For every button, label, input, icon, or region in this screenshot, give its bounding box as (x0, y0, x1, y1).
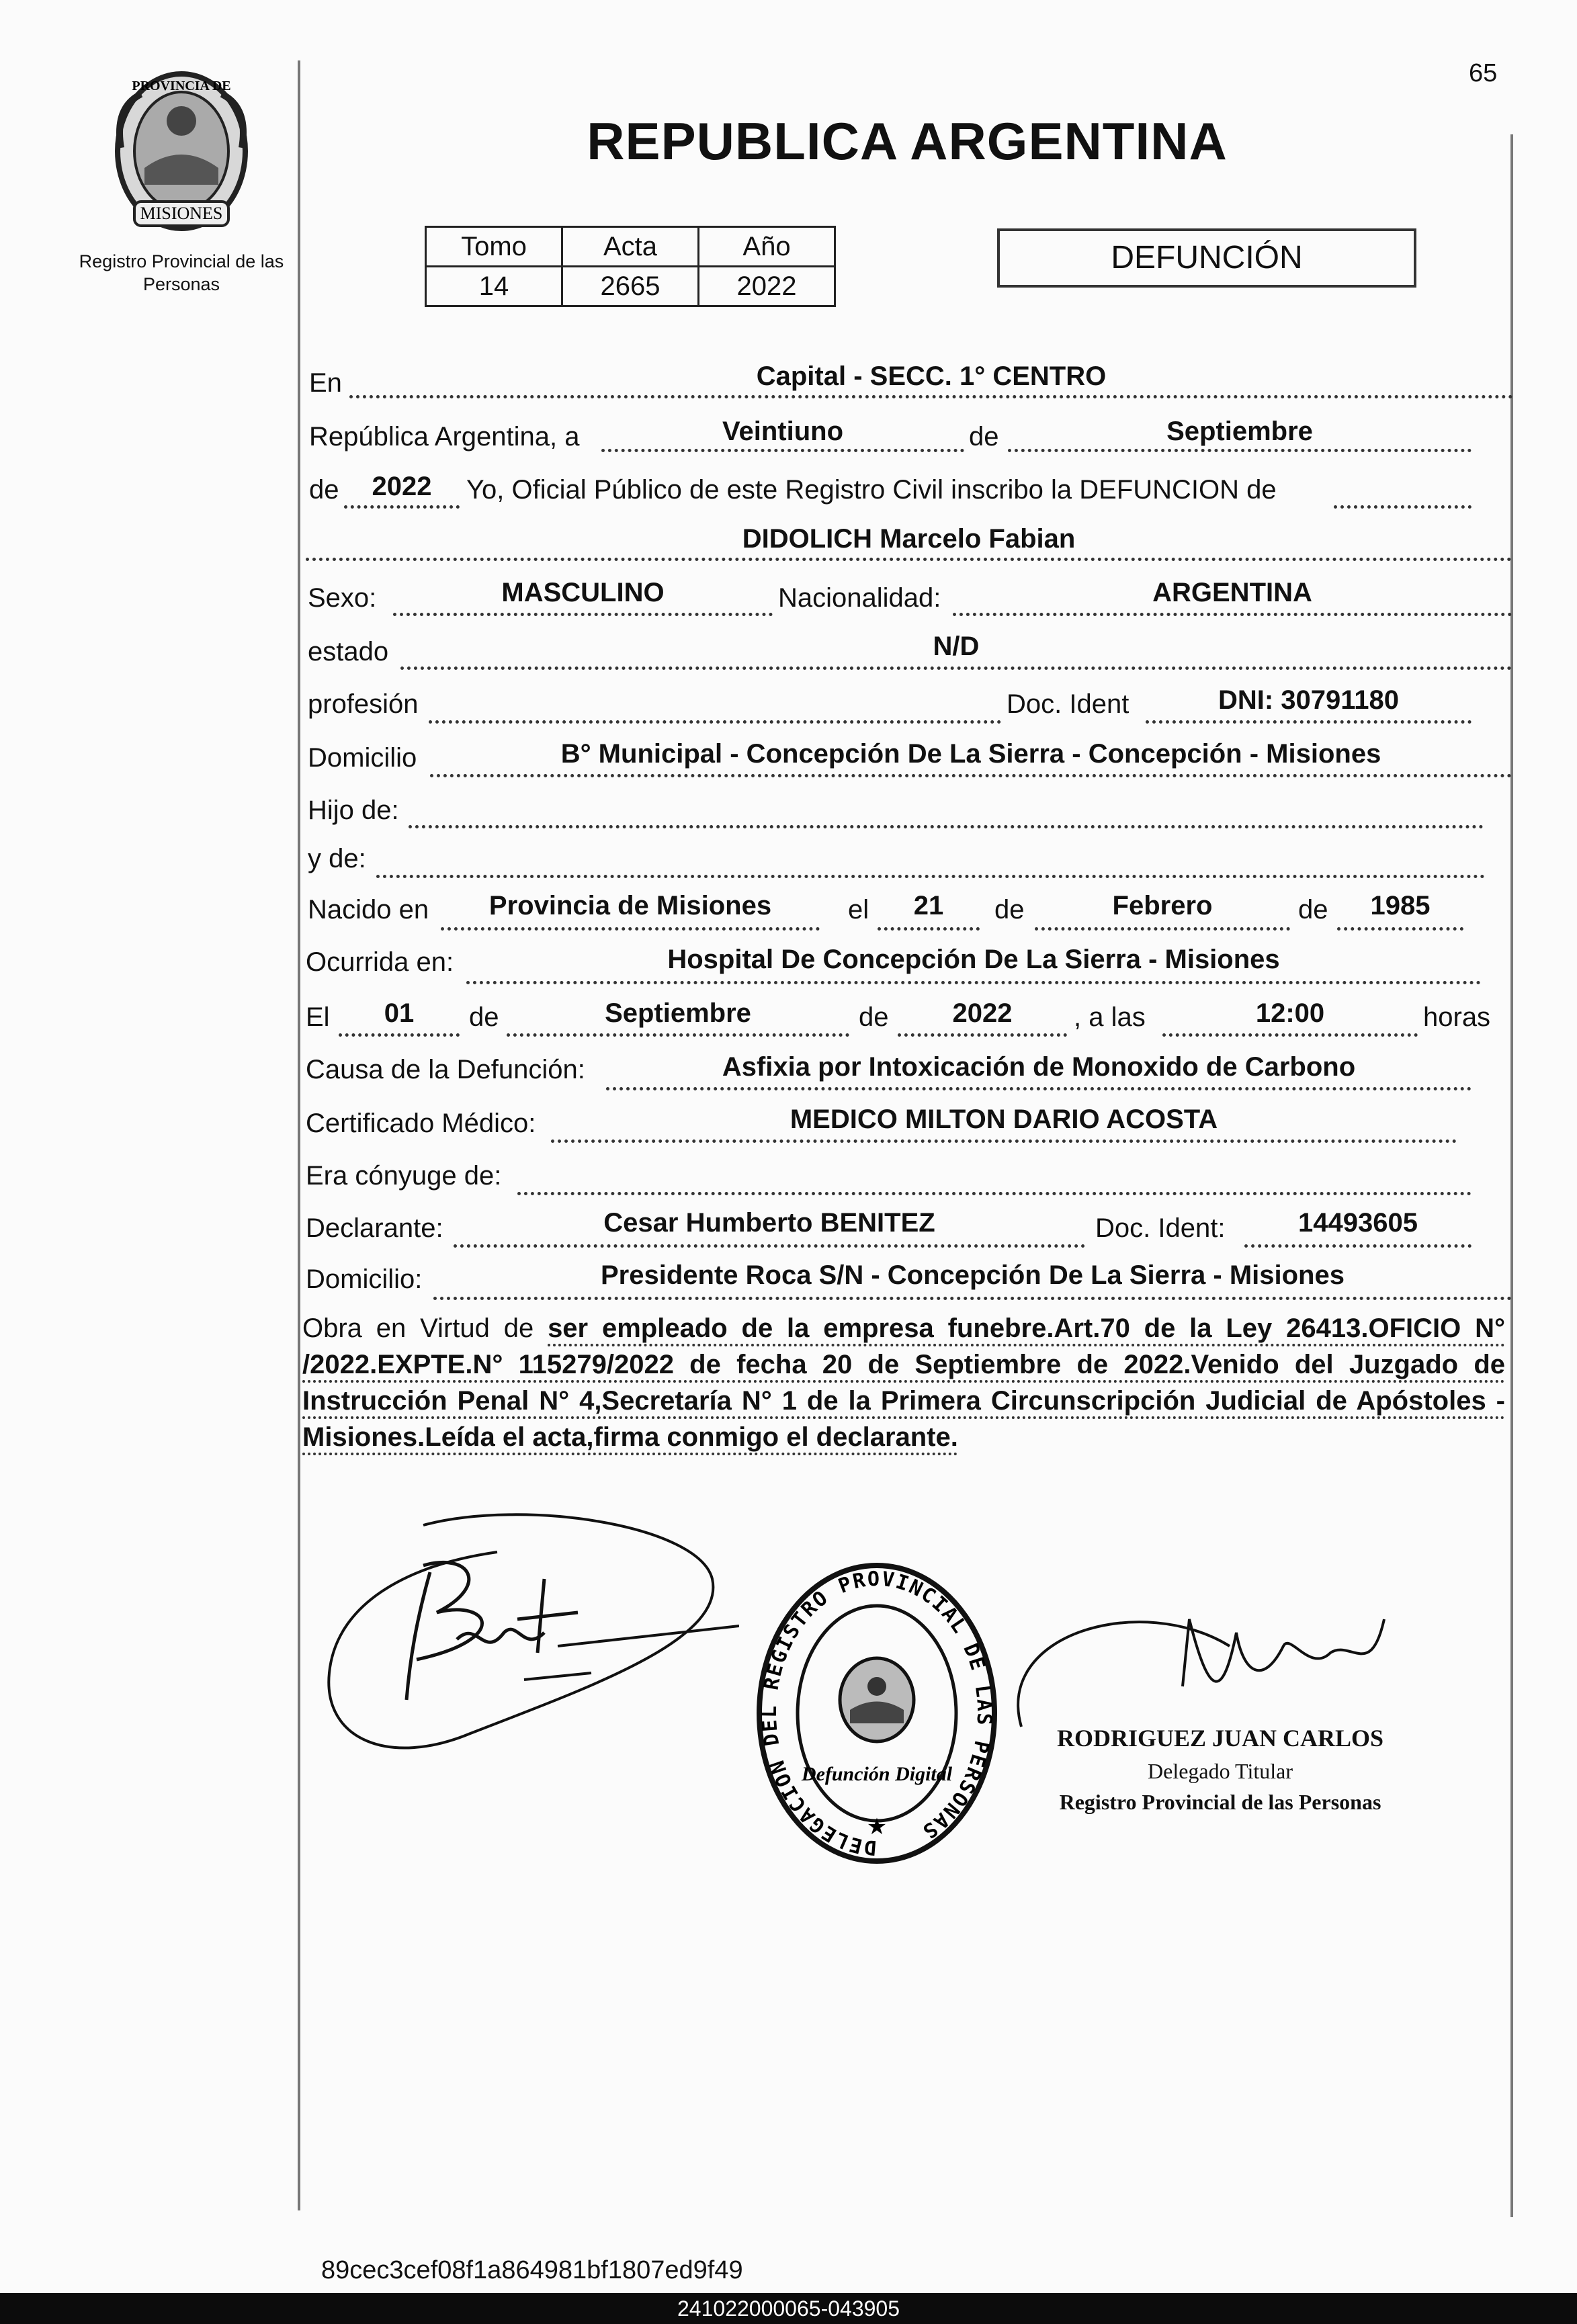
page-title: REPUBLICA ARGENTINA (587, 112, 1228, 171)
dotted-line (454, 1244, 1085, 1248)
signature-role: Delegado Titular (1148, 1759, 1293, 1783)
value-lugar: Capital - SECC. 1° CENTRO (756, 361, 1107, 391)
anio-value: 2022 (699, 267, 835, 306)
value-nacionalidad: ARGENTINA (1152, 578, 1312, 607)
dotted-line (878, 927, 980, 931)
value-nacido-lugar: Provincia de Misiones (488, 891, 772, 920)
declarant-signature (323, 1485, 739, 1780)
label-el: el (848, 895, 869, 924)
dotted-line (898, 1033, 1067, 1037)
stamp-inner-text: Defunción Digital (801, 1763, 953, 1785)
label-de: de (969, 422, 999, 451)
dotted-line (466, 981, 1481, 984)
label-certificado: Certificado Médico: (306, 1109, 536, 1138)
right-margin-line (1510, 134, 1513, 2217)
value-def-anio: 2022 (952, 998, 1013, 1028)
logo-text-top: PROVINCIA DE (132, 79, 231, 93)
dotted-line (1337, 927, 1463, 931)
value-causa: Asfixia por Intoxicación de Monoxido de Carbono (722, 1052, 1356, 1082)
dotted-line (344, 505, 460, 509)
value-nombre: DIDOLICH Marcelo Fabian (742, 524, 1076, 554)
value-declarante-doc: 14493605 (1298, 1208, 1418, 1238)
label-a-las: , a las (1074, 1002, 1146, 1032)
label-doc-ident: Doc. Ident (1007, 689, 1130, 719)
left-margin-line (298, 60, 300, 2210)
dotted-line (517, 1192, 1472, 1195)
label-horas: horas (1423, 1002, 1491, 1032)
value-nacido-dia: 21 (913, 891, 944, 920)
label-en: En (309, 368, 342, 398)
label-domicilio: Domicilio (308, 743, 417, 773)
dotted-line (507, 1033, 849, 1037)
dotted-line (601, 449, 964, 452)
logo-text-bottom: MISIONES (140, 204, 223, 223)
dotted-line (1334, 505, 1472, 509)
label-y-de: y de: (308, 844, 366, 873)
dotted-line (376, 875, 1485, 878)
value-def-dia: 01 (384, 998, 415, 1028)
dotted-line (606, 1087, 1472, 1090)
acta-header: Acta (562, 227, 699, 267)
label-domicilio-declarante: Domicilio: (306, 1264, 423, 1294)
value-domicilio: B° Municipal - Concepción De La Sierra - Concepción - Misiones (560, 739, 1381, 769)
signature-name: RODRIGUEZ JUAN CARLOS (1056, 1725, 1384, 1752)
barcode-bar: 241022000065-043905 (0, 2293, 1577, 2324)
dotted-line (1244, 1244, 1472, 1248)
label-declarante: Declarante: (306, 1213, 443, 1243)
dotted-line (400, 666, 1512, 670)
label-conyuge: Era cónyuge de: (306, 1161, 502, 1191)
label-de: de (859, 1002, 889, 1032)
dotted-line (1162, 1033, 1418, 1037)
dotted-line (433, 1297, 1512, 1300)
logo-caption: Registro Provincial de las Personas (79, 251, 284, 294)
obra-en-virtud-paragraph (302, 1310, 1505, 1455)
page-number: 65 (1469, 59, 1498, 87)
dotted-line (349, 395, 1513, 398)
label-de: de (309, 475, 339, 505)
dotted-line (441, 927, 820, 931)
dotted-line (551, 1139, 1457, 1143)
official-stamp (753, 1559, 1001, 1868)
value-certificado: MEDICO MILTON DARIO ACOSTA (790, 1105, 1218, 1134)
label-de: de (469, 1002, 499, 1032)
dotted-line (1035, 927, 1290, 931)
value-obra-en-virtud: ser empleado de la empresa funebre.Art.70 de la Ley 26413.OFICIO N° /2022.EXPTE.N° 115279/2022 de fecha 20 de Septiembre de 2022.Venido del Juzgado de Instrucción Penal N° 4,Secretaría N° 1 de la Primera Circunscripción Judicial de Apóstoles - Misiones.Leída el acta,firma conmigo el declarante. (302, 1314, 1505, 1452)
value-nacido-anio: 1985 (1370, 891, 1431, 920)
dotted-line (430, 774, 1512, 777)
value-declarante-domicilio: Presidente Roca S/N - Concepción De La Sierra - Misiones (601, 1260, 1345, 1290)
label-doc-ident-declarante: Doc. Ident: (1095, 1213, 1226, 1243)
label-sexo: Sexo: (308, 583, 377, 613)
value-def-hora: 12:00 (1255, 998, 1325, 1028)
acta-value: 2665 (562, 267, 699, 306)
anio-header: Año (699, 227, 835, 267)
label-el-cap: El (306, 1002, 330, 1032)
label-obra-en-virtud: Obra en Virtud de (302, 1314, 534, 1343)
dotted-line (409, 825, 1484, 828)
registry-table (425, 226, 836, 307)
value-ocurrida-en: Hospital De Concepción De La Sierra - Misiones (667, 945, 1280, 974)
label-de: de (1298, 895, 1328, 924)
label-nacido-en: Nacido en (308, 895, 429, 924)
value-anio: 2022 (372, 472, 432, 501)
value-nacido-mes: Febrero (1112, 891, 1213, 920)
label-causa: Causa de la Defunción: (306, 1055, 585, 1084)
dotted-line (429, 720, 1001, 724)
value-estado: N/D (933, 632, 980, 661)
value-documento: DNI: 30791180 (1218, 685, 1400, 715)
record-type-box: DEFUNCIÓN (997, 228, 1416, 288)
dotted-line (953, 613, 1512, 616)
label-nacionalidad: Nacionalidad: (778, 583, 941, 613)
label-ocurrida-en: Ocurrida en: (306, 947, 454, 977)
value-declarante: Cesar Humberto BENITEZ (603, 1208, 935, 1238)
tomo-header: Tomo (426, 227, 562, 267)
label-estado: estado (308, 637, 389, 666)
label-hijo-de: Hijo de: (308, 795, 399, 825)
value-dia: Veintiuno (722, 417, 843, 446)
label-profesion: profesión (308, 689, 419, 719)
label-yo-oficial: Yo, Oficial Público de este Registro Civil inscribo la DEFUNCION de (466, 475, 1277, 505)
dotted-line (306, 558, 1512, 561)
document-hash: 89cec3cef08f1a864981bf1807ed9f49 (321, 2256, 743, 2284)
label-republica: República Argentina, a (309, 422, 580, 451)
dotted-line (1146, 720, 1472, 724)
value-def-mes: Septiembre (605, 998, 751, 1028)
dotted-line (1008, 449, 1472, 452)
dotted-line (393, 613, 773, 616)
tomo-value: 14 (426, 267, 562, 306)
stamp-star: ★ (866, 1814, 888, 1840)
value-sexo: MASCULINO (501, 578, 665, 607)
label-de: de (994, 895, 1025, 924)
stamp-ring-text: DELEGACION DEL REGISTRO PROVINCIAL DE LAS PERSONAS (757, 1567, 996, 1860)
signature-org: Registro Provincial de las Personas (1059, 1790, 1381, 1814)
value-mes: Septiembre (1166, 417, 1313, 446)
dotted-line (339, 1033, 460, 1037)
